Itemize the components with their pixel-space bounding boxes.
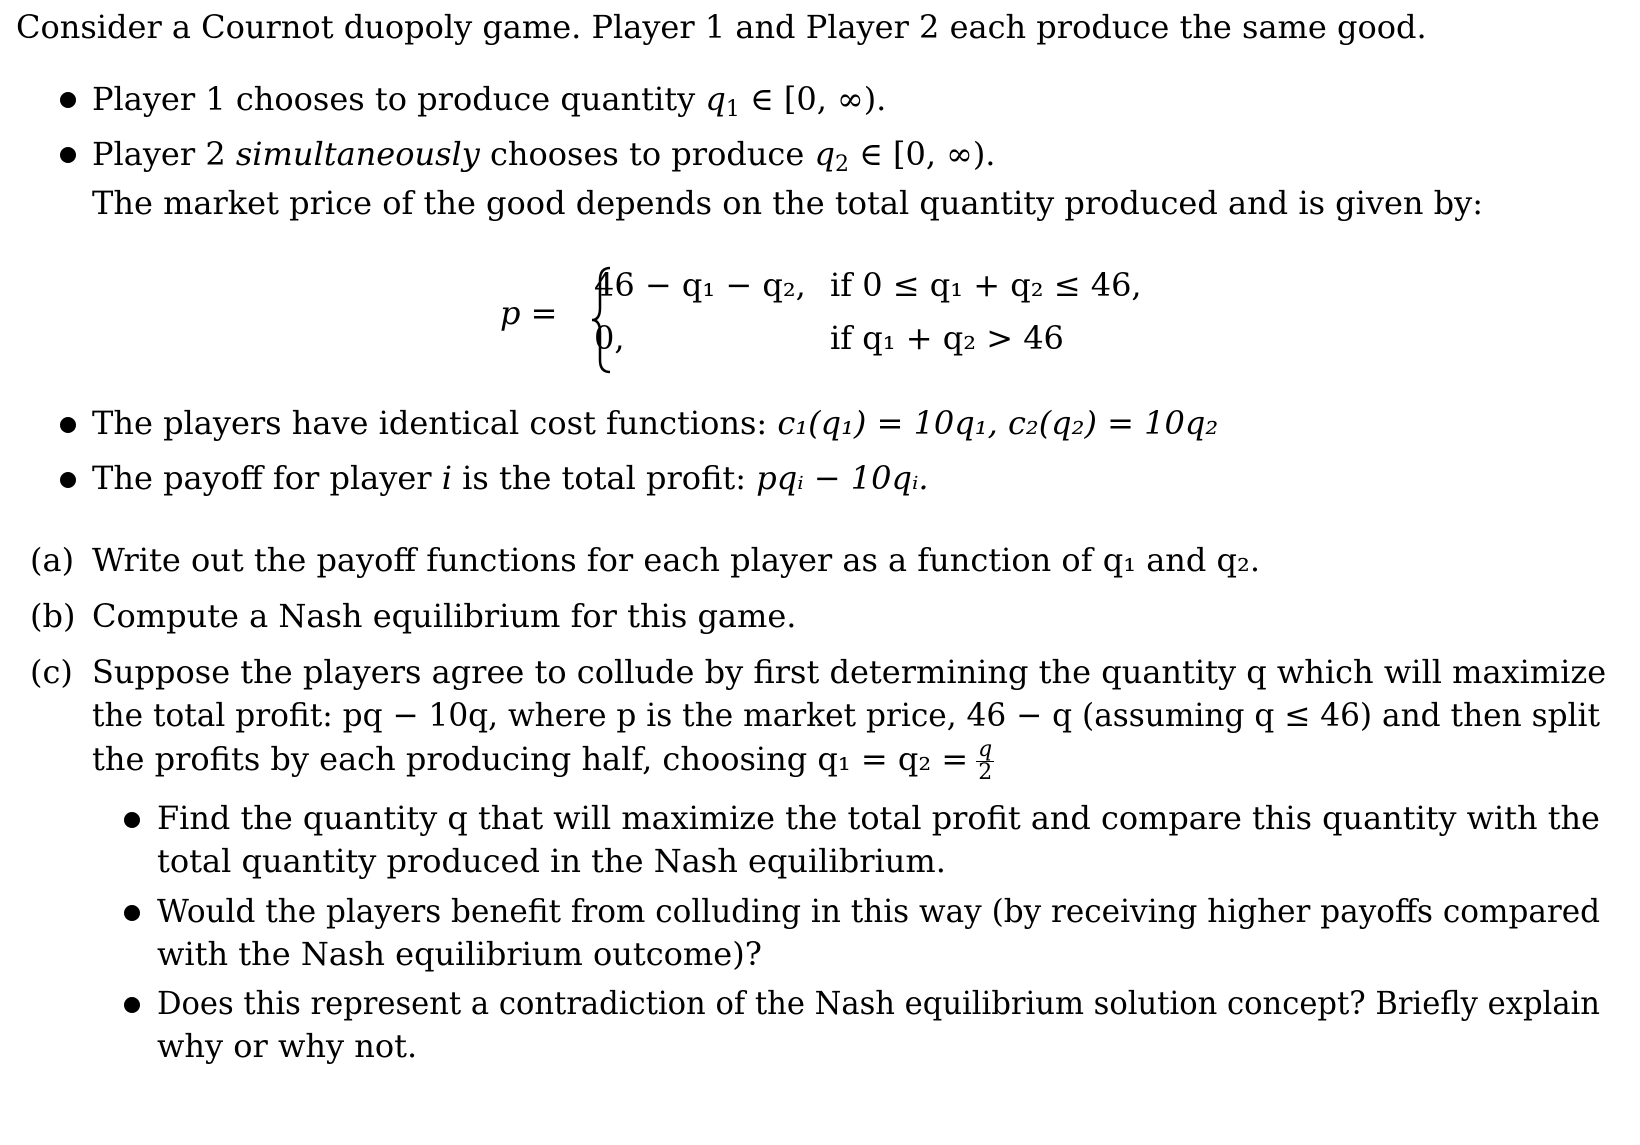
bullet-marker (60, 92, 76, 108)
payoff-text: The payoff for player (92, 459, 442, 497)
question-c-line1: Suppose the players agree to collude by first determining the quantity q which will maximize (92, 653, 1607, 691)
fraction-denominator: 2 (978, 760, 993, 785)
question-b-text: Compute a Nash equilibrium for this game. (92, 597, 797, 635)
math-i: i (441, 459, 452, 497)
fraction-numerator: q (978, 737, 993, 762)
math-domain: ∈ [0, ∞). (739, 80, 887, 118)
payoff-text-mid: is the total profit: (451, 459, 757, 497)
bullet-marker (60, 147, 76, 163)
price-case2-expr: 0, (594, 319, 625, 357)
question-a-label: (a) (30, 541, 75, 579)
payoff-math: pqᵢ − 10qᵢ. (756, 459, 929, 497)
subbullet-2-line2: with the Nash equilibrium outcome)? (157, 935, 762, 973)
subbullet-1-line2: total quantity produced in the Nash equilibrium. (157, 842, 946, 880)
bullet-player1 (92, 76, 886, 133)
emphasis-text: simultaneously (235, 135, 480, 173)
price-lhs: p = (500, 294, 558, 332)
bullet-marker (124, 997, 140, 1013)
question-b-label: (b) (30, 597, 76, 635)
question-a-text: Write out the payoff functions for each player as a function of q₁ and q₂. (92, 541, 1261, 579)
bullet-player1-text: Player 1 chooses to produce quantity (92, 80, 706, 118)
math-subscript: 2 (834, 152, 849, 177)
cost-math: c₁(q₁) = 10q₁, c₂(q₂) = 10q₂ (777, 404, 1219, 442)
math-q: q (814, 135, 835, 173)
bullet-marker (60, 472, 76, 488)
cost-text: The players have identical cost functions: (92, 404, 778, 442)
fraction-q-over-2 (976, 739, 994, 784)
math-domain: ∈ [0, ∞). (848, 135, 996, 173)
subbullet-3-line1: Does this represent a contradiction of the Nash equilibrium solution concept? Briefly explain (157, 984, 1600, 1022)
question-c-line3-text: the profits by each producing half, choosing q₁ = q₂ = (92, 740, 969, 778)
question-c-label: (c) (30, 653, 73, 691)
bullet-cost-functions (92, 400, 1218, 446)
subbullet-3-line2: why or why not. (157, 1027, 418, 1065)
price-case1-expr: 46 − q₁ − q₂, (594, 266, 806, 304)
bullet-player2-text-mid: chooses to produce (479, 135, 815, 173)
intro-text: Consider a Cournot duopoly game. Player 1 and Player 2 each produce the same good. (16, 8, 1427, 46)
market-price-text: The market price of the good depends on the total quantity produced and is given by: (92, 184, 1484, 222)
bullet-player2-text: Player 2 (92, 135, 236, 173)
subbullet-2-line1: Would the players benefit from colluding in this way (by receiving higher payoffs compared (157, 892, 1601, 930)
bullet-marker (124, 905, 140, 921)
question-c-line2: the total profit: pq − 10q, where p is the market price, 46 − q (assuming q ≤ 46) and then split (92, 696, 1601, 734)
price-case1-cond: if 0 ≤ q₁ + q₂ ≤ 46, (830, 266, 1142, 304)
question-c-line3 (92, 736, 994, 784)
math-q: q (705, 80, 726, 118)
bullet-payoff (92, 455, 929, 501)
bullet-marker (124, 812, 140, 828)
math-subscript: 1 (725, 97, 740, 122)
bullet-marker (60, 417, 76, 433)
price-case2-cond: if q₁ + q₂ > 46 (830, 319, 1064, 357)
subbullet-1-line1: Find the quantity q that will maximize the total profit and compare this quantity with the (157, 799, 1600, 837)
